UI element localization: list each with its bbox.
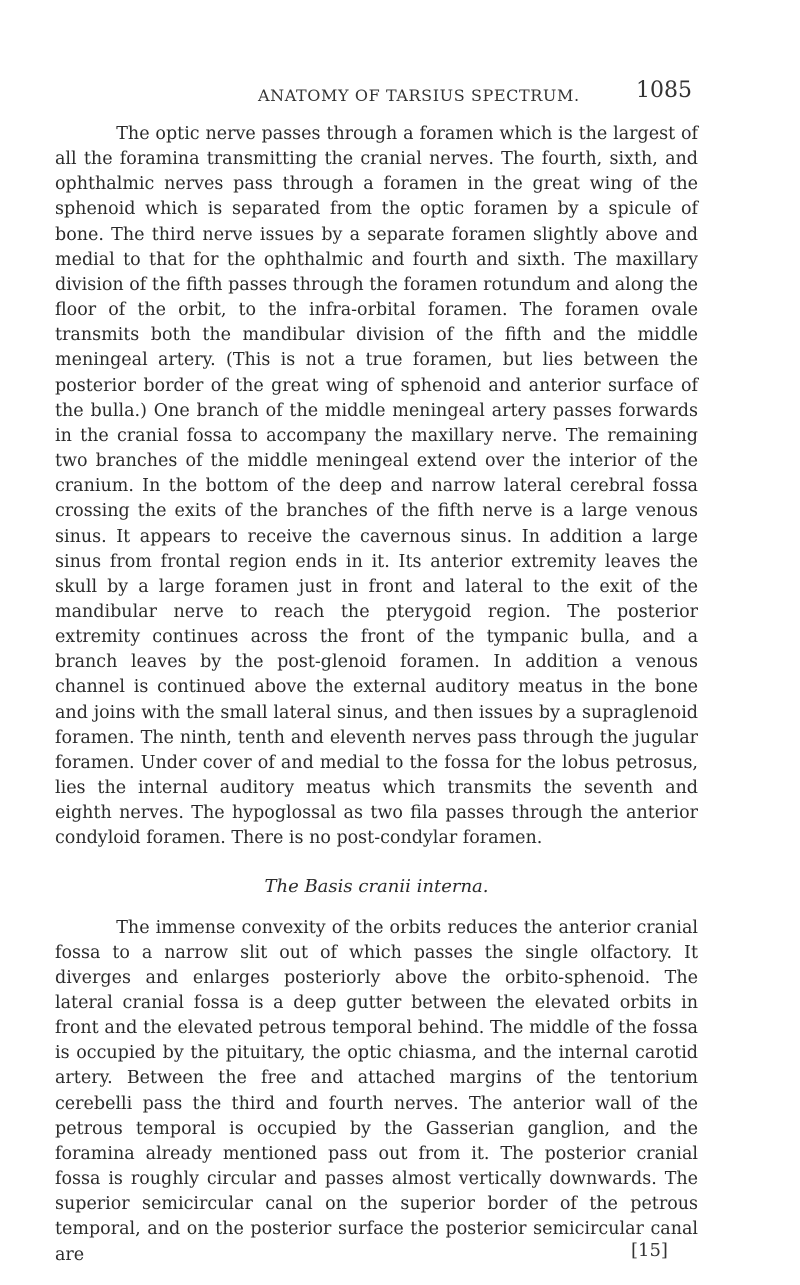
- running-head: ANATOMY OF TARSIUS SPECTRUM.: [258, 86, 580, 105]
- section-title: The Basis cranii interna.: [264, 875, 489, 897]
- page-header: [0, 78, 800, 118]
- body-text: [55, 122, 698, 1268]
- paragraph-basis-cranii: The immense convexity of the orbits reduces the anterior cranial fossa to a narrow slit out of which passes the single olfactory. It diverges and enlarges posteriorly above the orbito-sphenoid. The lateral cranial fossa is a deep gutter between the elevated orbits in front and the elevated petrous temporal behind. The middle of the fossa is occupied by the pituitary, the optic chiasma, and the internal carotid artery. Between the free and attached margins of the tentorium cerebelli pass the third and fourth nerves. The anterior wall of the petrous temporal is occupied by the Gasserian ganglion, and the foramina already mentioned pass out from it. The posterior cranial fossa is roughly circular and passes almost vertically downwards. The superior semicircular canal on the superior border of the petrous temporal, and on the posterior surface the posterior semicircular canal are: [55, 917, 698, 1265]
- signature-mark: [15]: [631, 1240, 668, 1261]
- page-number: 1085: [636, 78, 692, 103]
- paragraph-optic-nerve: The optic nerve passes through a foramen which is the largest of all the foramina transmitting the cranial nerves. The fourth, sixth, and ophthalmic nerves pass through a foramen in the great wing of the sphenoid which is separated from the optic foramen by a spicule of bone. The third nerve issues by a separate foramen slightly above and medial to that for the ophthalmic and fourth and sixth. The maxillary division of the fifth passes through the foramen rotundum and along the floor of the orbit, to the infra-orbital foramen. The foramen ovale transmits both the mandibular division of the fifth and the middle meningeal artery. (This is not a true foramen, but lies between the posterior border of the great wing of sphenoid and anterior surface of the bulla.) One branch of the middle meningeal artery passes forwards in the cranial fossa to accompany the maxillary nerve. The remaining two branches of the middle meningeal extend over the interior of the cranium. In the bottom of the deep and narrow lateral cerebral fossa crossing the exits of the branches of the fifth nerve is a large venous sinus. It appears to receive the cavernous sinus. In addition a large sinus from frontal region ends in it. Its anterior extremity leaves the skull by a large foramen just in front and lateral to the exit of the mandibular nerve to reach the pterygoid region. The posterior extremity continues across the front of the tympanic bulla, and a branch leaves by the post-glenoid foramen. In addition a venous channel is continued above the external auditory meatus in the bone and joins with the small lateral sinus, and then issues by a supraglenoid foramen. The ninth, tenth and eleventh nerves pass through the jugular foramen. Under cover of and medial to the fossa for the lobus petrosus, lies the internal auditory meatus which transmits the seventh and eighth nerves. The hypoglossal as two fila passes through the anterior condyloid foramen. There is no post-condylar foramen.: [55, 124, 698, 849]
